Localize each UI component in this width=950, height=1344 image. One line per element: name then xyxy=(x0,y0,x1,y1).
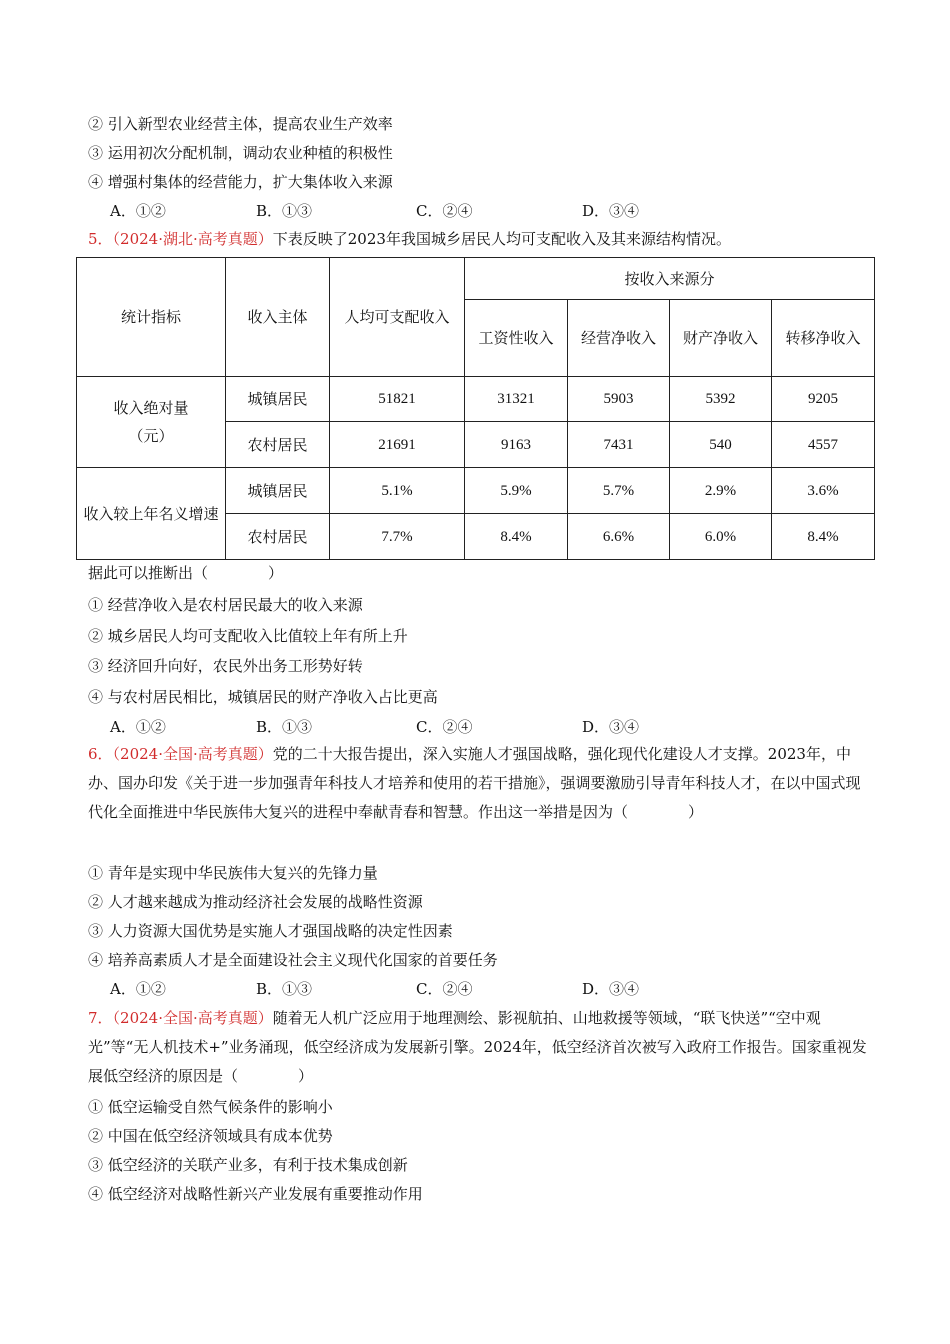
q6-item-1: ① 青年是实现中华民族伟大复兴的先锋力量 xyxy=(88,864,378,882)
cell-per-capita: 7.7% xyxy=(330,514,465,560)
option-d[interactable]: D．③④ xyxy=(582,980,640,998)
cell-business: 5.7% xyxy=(568,468,670,514)
cell-wage: 9163 xyxy=(465,422,568,468)
header-per-capita: 人均可支配收入 xyxy=(330,258,465,377)
option-a[interactable]: A．①② xyxy=(110,202,166,220)
cell-property: 540 xyxy=(670,422,772,468)
q5-heading xyxy=(88,228,731,250)
q6-item-2: ② 人才越来越成为推动经济社会发展的战略性资源 xyxy=(88,893,423,911)
q5-item-2: ② 城乡居民人均可支配收入比值较上年有所上升 xyxy=(88,627,408,645)
group-absolute-line2: （元） xyxy=(128,427,174,445)
cell-transfer: 4557 xyxy=(772,422,875,468)
q6-source: （2024·全国·高考真题） xyxy=(112,745,273,763)
q5-number: 5． xyxy=(88,230,113,248)
cell-property: 5392 xyxy=(670,377,772,422)
cell-transfer: 3.6% xyxy=(772,468,875,514)
q5-stem: 下表反映了2023年我国城乡居民人均可支配收入及其来源结构情况。 xyxy=(272,230,731,248)
header-indicator: 统计指标 xyxy=(77,258,226,377)
q7-item-1: ① 低空运输受自然气候条件的影响小 xyxy=(88,1098,333,1116)
cell-business: 7431 xyxy=(568,422,670,468)
option-a[interactable]: A．①② xyxy=(110,980,166,998)
option-c[interactable]: C．②④ xyxy=(416,718,473,736)
q7-stem: 随着无人机广泛应用于地理测绘、影视航拍、山地救援等领域，“联飞快送”“空中观光”等“无人机技术+”业务涌现，低空经济成为发展新引擎。2024年，低空经济首次被写入政府工作报告。国家重视发展低空经济的原因是（ ） xyxy=(88,1009,867,1085)
cell-per-capita: 51821 xyxy=(330,377,465,422)
q5-item-4: ④ 与农村居民相比，城镇居民的财产净收入占比更高 xyxy=(88,688,438,706)
option-b[interactable]: B．①③ xyxy=(256,202,313,220)
cell-transfer: 9205 xyxy=(772,377,875,422)
cell-wage: 31321 xyxy=(465,377,568,422)
q5-prompt: 据此可以推断出（ ） xyxy=(88,564,284,582)
table-row xyxy=(77,377,875,422)
group-growth-label: 收入较上年名义增速 xyxy=(77,468,226,560)
q7-item-3: ③ 低空经济的关联产业多，有利于技术集成创新 xyxy=(88,1156,408,1174)
cell-wage: 8.4% xyxy=(465,514,568,560)
cell-property: 2.9% xyxy=(670,468,772,514)
cell-property: 6.0% xyxy=(670,514,772,560)
option-b[interactable]: B．①③ xyxy=(256,980,313,998)
option-b[interactable]: B．①③ xyxy=(256,718,313,736)
option-d[interactable]: D．③④ xyxy=(582,202,640,220)
cell-subject: 农村居民 xyxy=(226,422,330,468)
q5-source: （2024·湖北·高考真题） xyxy=(112,230,273,248)
header-transfer: 转移净收入 xyxy=(772,300,875,377)
header-subject: 收入主体 xyxy=(226,258,330,377)
option-c[interactable]: C．②④ xyxy=(416,980,473,998)
q6-number: 6． xyxy=(88,745,113,763)
q4-item-2: ② 引入新型农业经营主体，提高农业生产效率 xyxy=(88,115,393,133)
cell-transfer: 8.4% xyxy=(772,514,875,560)
q7-source: （2024·全国·高考真题） xyxy=(112,1009,273,1027)
q7-heading xyxy=(88,1004,868,1091)
q4-item-3: ③ 运用初次分配机制，调动农业种植的积极性 xyxy=(88,144,393,162)
cell-business: 6.6% xyxy=(568,514,670,560)
cell-subject: 城镇居民 xyxy=(226,377,330,422)
header-business: 经营净收入 xyxy=(568,300,670,377)
q4-item-4: ④ 增强村集体的经营能力，扩大集体收入来源 xyxy=(88,173,393,191)
q6-heading xyxy=(88,740,868,827)
q6-item-4: ④ 培养高素质人才是全面建设社会主义现代化国家的首要任务 xyxy=(88,951,498,969)
cell-wage: 5.9% xyxy=(465,468,568,514)
q5-item-3: ③ 经济回升向好，农民外出务工形势好转 xyxy=(88,657,363,675)
cell-per-capita: 21691 xyxy=(330,422,465,468)
q7-number: 7． xyxy=(88,1009,113,1027)
q7-item-4: ④ 低空经济对战略性新兴产业发展有重要推动作用 xyxy=(88,1185,423,1203)
option-c[interactable]: C．②④ xyxy=(416,202,473,220)
cell-business: 5903 xyxy=(568,377,670,422)
option-d[interactable]: D．③④ xyxy=(582,718,640,736)
q5-item-1: ① 经营净收入是农村居民最大的收入来源 xyxy=(88,596,363,614)
q7-item-2: ② 中国在低空经济领域具有成本优势 xyxy=(88,1127,333,1145)
cell-subject: 城镇居民 xyxy=(226,468,330,514)
income-table xyxy=(76,257,875,560)
q6-stem: 党的二十大报告提出，深入实施人才强国战略，强化现代化建设人才支撑。2023年，中办、国办印发《关于进一步加强青年科技人才培养和使用的若干措施》，强调要激励引导青年科技人才，在以中国式现代化全面推进中华民族伟大复兴的进程中奉献青春和智慧。作出这一举措是因为（ ） xyxy=(88,745,861,821)
q6-item-3: ③ 人力资源大国优势是实施人才强国战略的决定性因素 xyxy=(88,922,453,940)
header-wage: 工资性收入 xyxy=(465,300,568,377)
cell-subject: 农村居民 xyxy=(226,514,330,560)
group-absolute-label xyxy=(77,377,226,468)
header-by-source: 按收入来源分 xyxy=(465,258,875,300)
header-property: 财产净收入 xyxy=(670,300,772,377)
table-row xyxy=(77,468,875,514)
group-absolute-line1: 收入绝对量 xyxy=(113,399,189,417)
cell-per-capita: 5.1% xyxy=(330,468,465,514)
option-a[interactable]: A．①② xyxy=(110,718,166,736)
